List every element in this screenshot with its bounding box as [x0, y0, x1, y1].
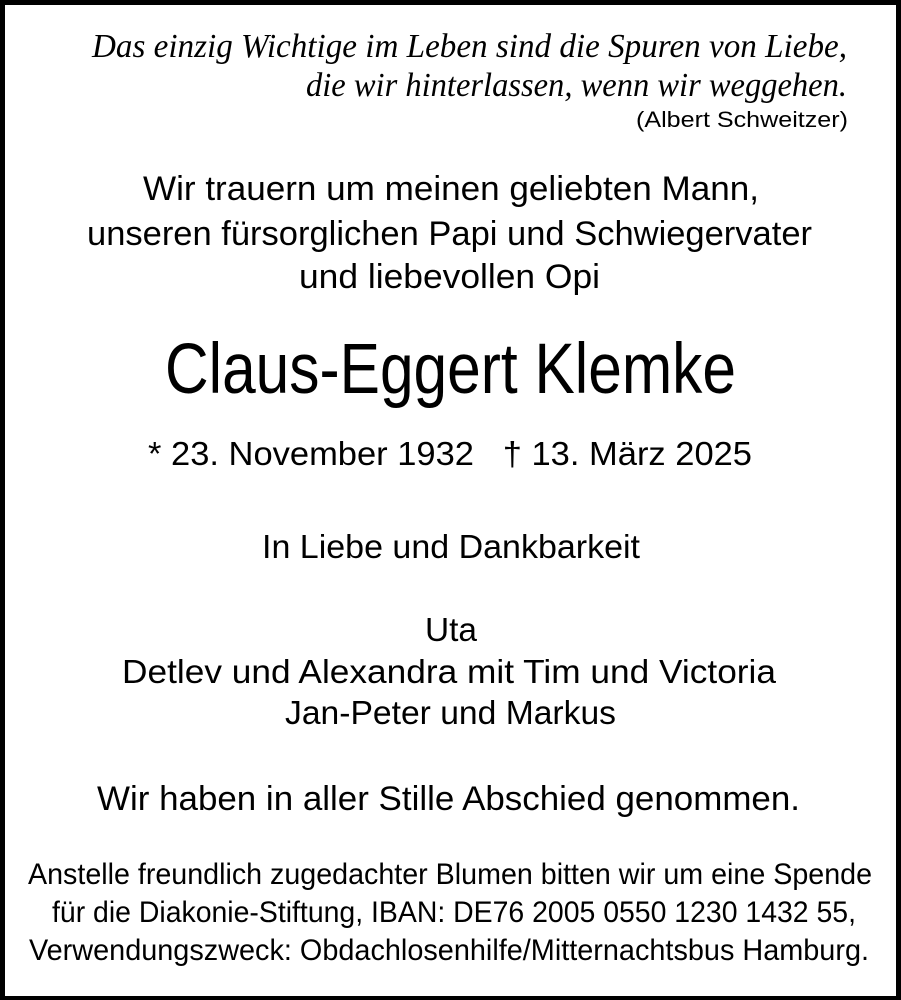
life-dates: * 23. November 1932 † 13. März 2025 [148, 435, 752, 472]
donation-line-3: Verwendungszweck: Obdachlosenhilfe/Mitternachtsbus Hamburg. [29, 934, 869, 967]
quote-line-2: die wir hinterlassen, wenn wir weggehen. [306, 67, 847, 104]
donation-line-2: für die Diakonie-Stiftung, IBAN: DE76 2005 0550 1230 1432 55, [52, 896, 856, 929]
mourner-line-2: Detlev und Alexandra mit Tim und Victoria [122, 653, 776, 690]
mourner-line-3: Jan-Peter und Markus [285, 694, 616, 731]
intro-line-3: und liebevollen Opi [299, 258, 600, 296]
closing-phrase: In Liebe und Dankbarkeit [262, 528, 640, 565]
farewell-text: Wir haben in aller Stille Abschied genommen. [97, 780, 800, 818]
intro-line-1: Wir trauern um meinen geliebten Mann, [143, 170, 760, 208]
donation-line-1: Anstelle freundlich zugedachter Blumen bitten wir um eine Spende [28, 858, 872, 891]
intro-line-2: unseren fürsorglichen Papi und Schwiegervater [87, 215, 812, 253]
quote-line-1: Das einzig Wichtige im Leben sind die Spuren von Liebe, [92, 28, 847, 65]
quote-attribution: (Albert Schweitzer) [636, 107, 848, 132]
mourner-line-1: Uta [425, 611, 477, 648]
deceased-name: Claus-Eggert Klemke [165, 330, 736, 409]
